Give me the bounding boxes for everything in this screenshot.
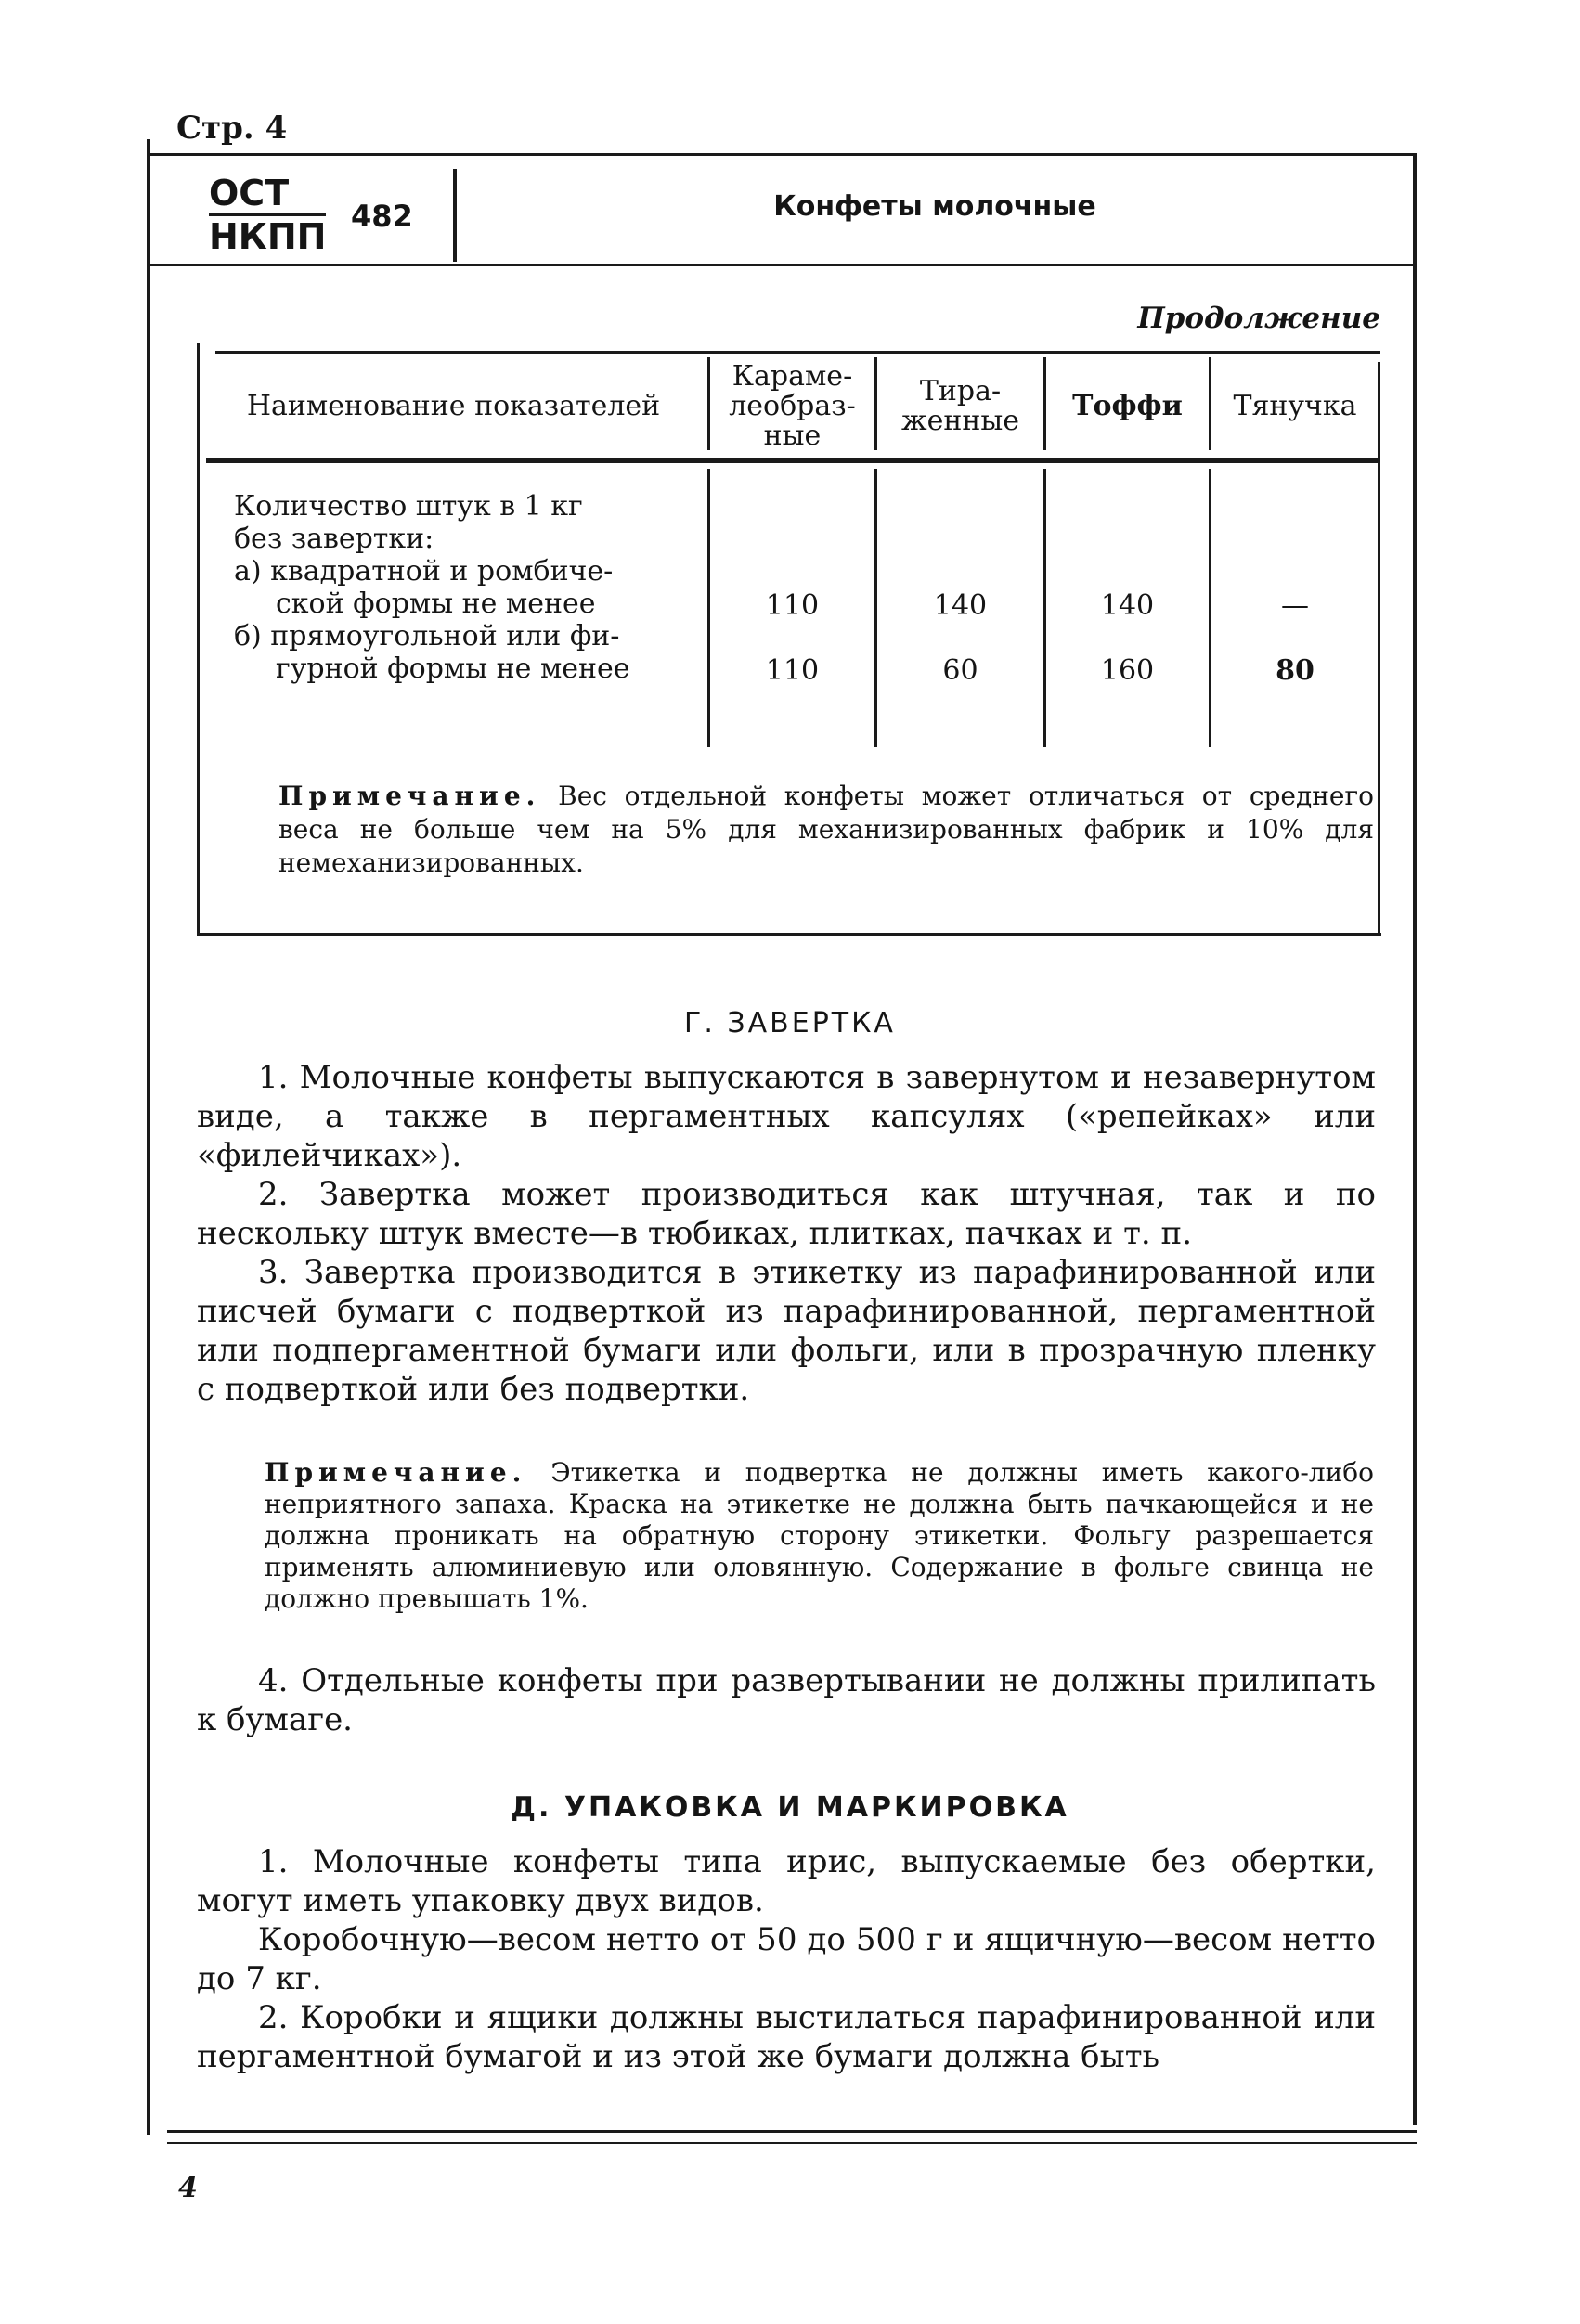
cell-a-toffee: 140 — [1100, 589, 1155, 622]
header-top-rule — [147, 153, 1417, 156]
table-header-tirazhennye: Тира-женные — [901, 374, 1019, 437]
table-note — [278, 780, 1374, 880]
table-note-label: Примечание. — [278, 781, 541, 811]
section-g-title: Г. ЗАВЕРТКА — [684, 1007, 896, 1039]
cell-b-caramel: 110 — [765, 654, 820, 687]
section-g-p4: 4. Отдельные конфеты при развертывании не должны прилипать к бумаге. — [197, 1662, 1376, 1738]
section-g-p1: 1. Молочные конфеты выпускаются в завернутом и незавернутом виде, а также в пергаментных капсулях («репейках» или «филейчиках»). — [197, 1059, 1376, 1174]
cell-a-tirazhennye: 140 — [933, 589, 988, 622]
table-header-rule — [206, 458, 1380, 463]
header-bottom-rule — [147, 264, 1417, 266]
footer-rule-2 — [167, 2142, 1417, 2144]
cell-b-tirazhennye: 60 — [942, 654, 978, 687]
continued-label: Продолжение — [1137, 302, 1380, 335]
section-g-p3: 3. Завертка производится в этикетку из парафинированной или писчей бумаги с подверткой из парафинированной, пергаментной или подпергаментной бумаги или фольги, или в прозрачную пленку с подверткой или без подвертки. — [197, 1254, 1376, 1408]
document-title: Конфеты молочные — [773, 190, 1096, 223]
cell-a-caramel: 110 — [765, 589, 820, 622]
table-header-caramel: Караме-леобраз-ные — [729, 359, 856, 452]
footer-page-number: 4 — [178, 2172, 198, 2204]
cell-b-toffee: 160 — [1100, 654, 1155, 687]
table-note-text: Вес отдельной конфеты может отличаться от среднего веса не больше чем на 5% для механизированных фабрик и 10% для немеханизированных. — [278, 781, 1374, 878]
table-header-tyanuchka: Тянучка — [1233, 389, 1357, 422]
cell-b-tyanuchka: 80 — [1276, 654, 1315, 687]
section-d-p1: 1. Молочные конфеты типа ирис, выпускаемые без обертки, могут иметь упаковку двух видов. — [197, 1843, 1376, 1919]
row-label-line1: Количество штук в 1 кг — [234, 490, 583, 523]
section-d-p2: Коробочную—весом нетто от 50 до 500 г и ящичную—весом нетто до 7 кг. — [197, 1921, 1376, 1997]
frame-right-border — [1413, 156, 1417, 2125]
row-label-line5: б) прямоугольной или фи- — [234, 620, 620, 652]
cell-a-tyanuchka: — — [1281, 589, 1309, 622]
standard-code — [209, 173, 326, 257]
section-g-body-2 — [197, 1661, 1376, 1739]
section-d-p3: 2. Коробки и ящики должны выстилаться парафинированной или пергаментной бумагой и из этой же бумаги должна быть — [197, 1999, 1376, 2075]
table-bottom-rule — [197, 933, 1381, 936]
table-header-indicator: Наименование показателей — [246, 389, 661, 422]
frame-left-border — [147, 139, 150, 2135]
table-header-toffee: Тоффи — [1072, 389, 1183, 422]
footer-rule-1 — [167, 2130, 1417, 2133]
row-label-line6: гурной формы не менее — [276, 652, 630, 685]
section-d-title: Д. УПАКОВКА И МАРКИРОВКА — [511, 1791, 1069, 1824]
section-g-body — [197, 1058, 1376, 1409]
table-top-rule — [215, 351, 1380, 354]
row-label-line4: ской формы не менее — [276, 587, 596, 620]
standard-code-line1: ОСТ — [209, 173, 290, 213]
standard-number: 482 — [351, 199, 413, 234]
row-label-line3: а) квадратной и ромбиче- — [234, 555, 614, 587]
standard-code-line2: НКПП — [209, 213, 326, 257]
table-row-label — [234, 490, 689, 685]
row-label-line2: без завертки: — [234, 523, 434, 555]
page-label: Стр. 4 — [176, 110, 288, 147]
section-g-note-text: Этикетка и подвертка не должны иметь какого-либо неприятного запаха. Краска на этикетке не должна быть пачкающейся и не должна проникать на обратную сторону этикетки. Фольгу разрешается применять алюминиевую или оловянную. Содержание в фольге свинца не должно превышать 1%. — [265, 1457, 1374, 1614]
section-g-p2: 2. Завертка может производиться как штучная, так и по нескольку штук вместе—в тюбиках, плитках, пачках и т. п. — [197, 1176, 1376, 1252]
section-g-note-label: Примечание. — [265, 1457, 527, 1488]
section-g-note — [265, 1457, 1374, 1615]
section-d-body — [197, 1842, 1376, 2076]
